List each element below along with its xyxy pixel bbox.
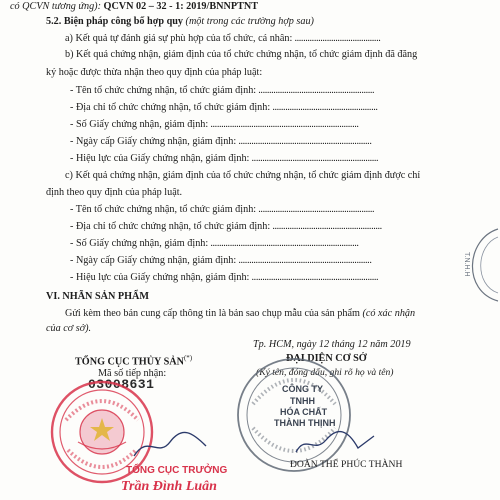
b-field-address: - Địa chỉ tổ chức chứng nhận, tổ chức giám định: ................................................. bbox=[70, 102, 378, 113]
c-field-address: - Địa chỉ tổ chức chứng nhận, tổ chức giám định: ................................................... bbox=[70, 221, 382, 232]
c-field-issue-date: - Ngày cấp Giấy chứng nhận, giám định: .............................................................. bbox=[70, 255, 372, 266]
c-field-number: - Số Giấy chứng nhận, giám định: ..................................................................... bbox=[70, 238, 359, 249]
item-c-line2: định theo quy định của pháp luật. bbox=[46, 187, 183, 198]
receipt-label: Mã số tiếp nhận: bbox=[98, 368, 167, 379]
item-a: a) Kết quả tự đánh giá sự phù hợp của tổ chức, cá nhân: ........................................ bbox=[65, 33, 381, 44]
left-stamp-title: TỔNG CỤC TRƯỞNG bbox=[126, 465, 228, 476]
b-field-validity: - Hiệu lực của Giấy chứng nhận, giám định: ........................................................... bbox=[70, 153, 379, 164]
blank-line: ........................................ bbox=[292, 33, 381, 44]
item-b-line2: ký hoặc được thừa nhận theo quy định của pháp luật: bbox=[46, 67, 263, 78]
b-field-issue-date: - Ngày cấp Giấy chứng nhận, giám định: .............................................................. bbox=[70, 136, 372, 147]
left-signer-name: Trần Đình Luân bbox=[121, 479, 217, 494]
item-c-line1: c) Kết quả chứng nhận, giám định của tổ chức chứng nhận, tổ chức giám định được chỉ bbox=[65, 170, 421, 181]
b-field-number: - Số Giấy chứng nhận, giám định: ..................................................................... bbox=[70, 119, 359, 130]
margin-stamp-text: T.N.H.H bbox=[463, 252, 470, 277]
c-field-validity: - Hiệu lực của Giấy chứng nhận, giám định: ........................................................... bbox=[70, 272, 379, 283]
right-signature-icon bbox=[292, 428, 378, 458]
right-title: ĐẠI DIỆN CƠ SỞ bbox=[286, 353, 367, 364]
company-stamp-line4: THÀNH THỊNH bbox=[274, 418, 336, 428]
top-line: có QCVN tương ứng): QCVN 02 – 32 - 1: 2019/BNNPTNT bbox=[10, 1, 259, 12]
company-stamp-line2: TNHH bbox=[290, 396, 315, 406]
c-field-name: - Tên tổ chức chứng nhận, tổ chức giám định: ...................................................... bbox=[70, 204, 375, 215]
company-stamp-line3: HÓA CHẤT bbox=[280, 407, 328, 417]
section-6-body-line1: Gửi kèm theo bản cung cấp thông tin là bản sao chụp mẫu của sản phẩm (có xác nhận bbox=[65, 308, 416, 319]
receipt-number: 03008631 bbox=[88, 377, 155, 392]
date-line: Tp. HCM, ngày 12 tháng 12 năm 2019 bbox=[253, 339, 411, 350]
section-6-heading: VI. NHÃN SẢN PHẨM bbox=[46, 291, 150, 302]
section-6-body-line2: của cơ sở). bbox=[46, 323, 92, 334]
company-stamp-line1: CÔNG TY bbox=[282, 384, 324, 394]
left-title: TỔNG CỤC THỦY SẢN(*) bbox=[75, 354, 193, 368]
margin-stamp-fragment bbox=[452, 225, 500, 305]
right-note: (Ký tên, đóng dấu, ghi rõ họ và tên) bbox=[256, 367, 394, 378]
right-signer-name: ĐOÀN THỂ PHÚC THÀNH bbox=[290, 459, 403, 470]
b-field-name: - Tên tổ chức chứng nhận, tổ chức giám định: ...................................................... bbox=[70, 85, 375, 96]
standard-code: QCVN 02 – 32 - 1: 2019/BNNPTNT bbox=[103, 1, 259, 12]
left-signature-icon bbox=[130, 428, 210, 462]
item-b-line1: b) Kết quả chứng nhận, giám định của tổ chức chứng nhận, tổ chức giám định đã đăng bbox=[65, 49, 418, 60]
section-5-2-heading: 5.2. Biện pháp công bố hợp quy (một trong các trường hợp sau) bbox=[46, 16, 314, 27]
